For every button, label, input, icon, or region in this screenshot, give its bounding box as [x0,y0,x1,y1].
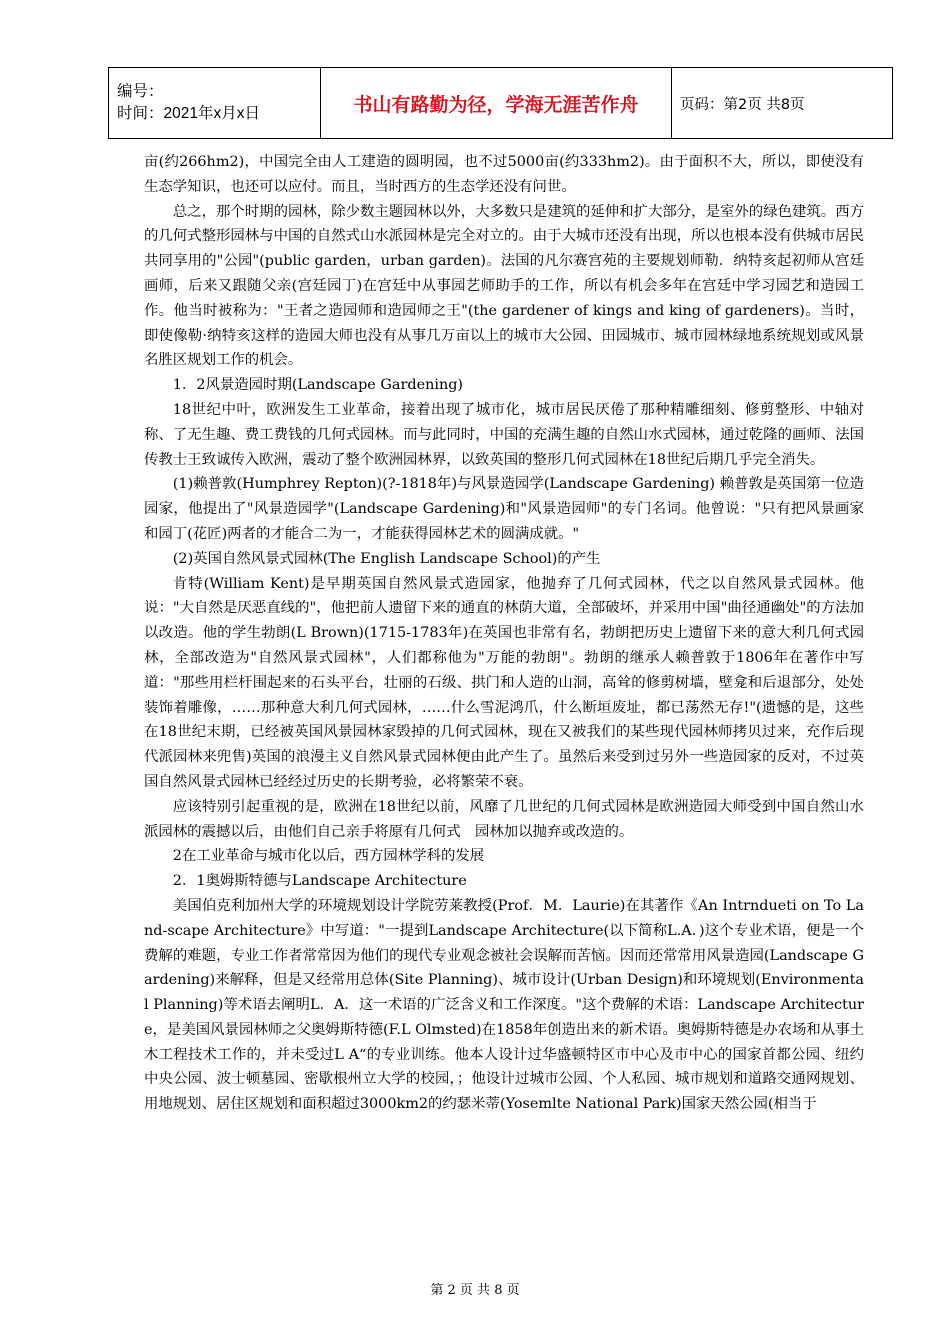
document-body [144,150,864,1117]
paragraph: 肯特(William Kent)是早期英国自然风景式造园家，他抛弃了几何式园林，代之以自然风景式园林。他说："大自然是厌恶直线的"，他把前人遗留下来的通直的林荫大道，全部破坏，并采用中国"曲径通幽处"的方法加以改造。他的学生勃朗(L Brown)(1715-1783年)在英国也非常有名，勃朗把历史上遗留下来的意大利几何式园林，全部改造为"自然风景式园林"，人们都称他为"万能的勃朗"。勃朗的继承人赖普敦于1806年在著作中写道："那些用栏杆围起来的石头平台，壮丽的石级、拱门和人造的山洞，高耸的修剪树墙，壁龛和后退部分，处处装饰着雕像，……那种意大利几何式园林，……什么雪泥鸿爪，什么断垣废址，都已荡然无存!"(遗憾的是，这些在18世纪末期，已经被英国风景园林家毁掉的几何式园林，现在又被我们的某些现代园林师拷贝过来，充作后现代派园林来兜售)英国的浪漫主义自然风景式园林便由此产生了。虽然后来受到过另外一些造园家的反对，不过英国自然风景式园林已经经过历史的长期考验，必将繁荣不衰。 [144,575,864,790]
header-motto: 书山有路勤为径，学海无涯苦作舟 [321,68,672,139]
paragraph: 亩(约266hm2)，中国完全由人工建造的圆明园，也不过5000亩(约333hm2)。由于面积不大，所以，即使没有生态学知识，也还可以应付。而且，当时西方的生态学还没有问世。 [144,154,864,195]
header-page-info: 页码：第2页 共8页 [672,68,893,139]
document-time-label: 时间：2021年x月x日 [117,105,260,122]
subheading: (2)英国自然风景式园林(The English Landscape School)的产生 [172,550,601,567]
paragraph: 应该特别引起重视的是，欧洲在18世纪以前，风靡了几世纪的几何式园林是欧洲造园大师受到中国自然山水派园林的震撼以后，由他们自己亲手将原有几何式 园林加以抛弃或改造的。 [144,798,864,840]
section-heading: 1．2风景造园时期(Landscape Gardening) [172,377,464,394]
document-number-label: 编号： [117,83,164,100]
section-heading: 2．1奥姆斯特德与Landscape Architecture [172,873,467,890]
paragraph: 18世纪中叶，欧洲发生工业革命，接着出现了城市化，城市居民厌倦了那种精雕细刻、修剪整形、中轴对称、了无生趣、费工费钱的几何式园林。而与此同时，中国的充满生趣的自然山水式园林，通过乾隆的画师、法国传教士王致诚传入欧洲，震动了整个欧洲园林界，以致英国的整形几何式园林在18世纪后期几乎完全消失。 [144,401,864,468]
page-footer: 第 2 页 共 8 页 [430,1283,520,1298]
page-header [108,67,893,139]
header-meta [109,68,321,139]
paragraph: 美国伯克利加州大学的环境规划设计学院劳莱教授(Prof．M．Laurie)在其著作《An Intrndueti on To Land-scape Architecture》中写道："一提到Landscape Architecture(以下简称L.A．)这个专业术语，便是一个费解的难题，专业工作者常常因为他们的现代专业观念被社会误解而苦恼。因而还常常用风景造园(Landscape Gardening)来解释，但是又经常用总体(Site Planning)、城市设计(Urban Design)和环境规划(Environmental Planning)等术语去阐明L．A．这一术语的广泛含义和工作深度。"这个费解的术语：Landscape Architecture，是美国风景园林师之父奥姆斯特德(F.L Olmsted)在1858年创造出来的新术语。奥姆斯特德是办农场和从事土木工程技术工作的，并未受过L A“的专业训练。他本人设计过华盛顿特区市中心及市中心的国家首都公园、纽约中央公园、波士顿墓园、密歇根州立大学的校园，；他设计过城市公园、个人私园、城市规划和道路交通网规划、用地规划、居住区规划和面积超过3000km2的约瑟米蒂(Yosemlte National Park)国家天然公园(相当于 [144,897,864,1113]
paragraph: 总之，那个时期的园林，除少数主题园林以外，大多数只是建筑的延伸和扩大部分，是室外的绿色建筑。西方的几何式整形园林与中国的自然式山水派园林是完全对立的。由于大城市还没有出现，所以也根本没有供城市居民共同享用的"公园"(public garden，urban garden)。法国的凡尔赛宫苑的主要规划师勒．纳特亥起初师从宫廷画师，后来又跟随父亲(宫廷园丁)在宫廷中从事园艺师助手的工作，所以有机会多年在宫廷中学习园艺和造园工作。他当时被称为："王者之造园师和造园师之王"(the gardener of kings and king of gardeners)。当时，即使像勒·纳特亥这样的造园大师也没有从事几万亩以上的城市大公园、田园城市、城市园林绿地系统规划或风景名胜区规划工作的机会。 [144,203,864,369]
section-heading: 2在工业革命与城市化以后，西方园林学科的发展 [172,848,485,865]
paragraph: (1)赖普敦(Humphrey Repton)(?-1818年)与风景造园学(Landscape Gardening) 赖普敦是英国第一位造园家，他提出了"风景造园学"(Landscape Gardening)和"风景造园师"的专门名词。他曾说："只有把风景画家和园丁(花匠)两者的才能合二为一，才能获得园林艺术的圆满成就。" [144,476,864,542]
